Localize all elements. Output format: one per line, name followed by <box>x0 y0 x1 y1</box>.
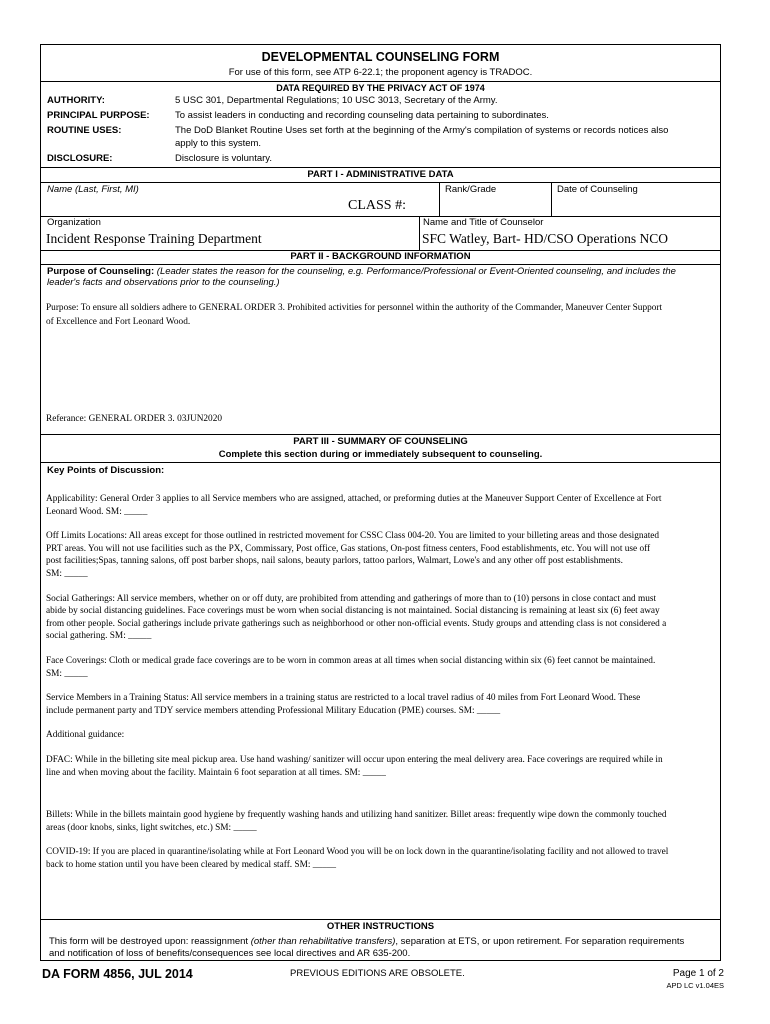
key-point-line: Face Coverings: Cloth or medical grade face coverings are to be worn in common areas at all times when social distancing within six (6) feet cannot be maintained. <box>46 655 656 666</box>
counselor-field[interactable]: SFC Watley, Bart- HD/CSO Operations NCO <box>422 231 669 246</box>
key-point-paragraph <box>46 593 714 643</box>
other-instructions-text-2: and notification of loss of benefits/consequences see local directives and AR 635-200. <box>49 948 411 959</box>
routine-uses-text-1: The DoD Blanket Routine Uses set forth at the beginning of the Army's compilation of systems or records notices also <box>175 125 669 136</box>
key-point-line: social gathering. SM: _____ <box>46 631 152 642</box>
part-3-subheader: Complete this section during or immediately subsequent to counseling. <box>218 449 543 460</box>
name-label: Name (Last, First, MI) <box>47 184 139 195</box>
purpose-text-2[interactable]: of Excellence and Fort Leonard Wood. <box>46 317 191 327</box>
key-point-line: back to home station until you have been cleared by medical staff. SM: _____ <box>46 859 337 870</box>
key-point-line: Leonard Wood. SM: _____ <box>46 506 148 517</box>
part-2-header: PART II - BACKGROUND INFORMATION <box>290 251 471 262</box>
authority-label: AUTHORITY: <box>47 95 105 106</box>
key-point-line: PRT areas. You will not use facilities such as the PX, Commissary, Post office, Gas stations, On-post fitness centers, Food establishments, etc. You will not use off <box>46 543 651 554</box>
name-field[interactable]: CLASS #: <box>348 198 406 213</box>
disclosure-label: DISCLOSURE: <box>47 153 113 164</box>
key-point-paragraph <box>46 655 714 680</box>
date-of-counseling-label: Date of Counseling <box>557 184 638 195</box>
counselor-label: Name and Title of Counselor <box>423 217 544 228</box>
key-point-line: post facilities;Spas, tanning salons, off post barber shops, nail salons, beauty parlors, tattoo parlors, Walmart, Lowe's and any other off post establishments. <box>46 556 623 567</box>
key-point-line: line and when moving about the facility. Maintain 6 foot separation at all times. SM: _____ <box>46 767 386 778</box>
form-id: DA FORM 4856, JUL 2014 <box>42 967 193 981</box>
routine-uses-text-2: apply to this system. <box>175 138 262 149</box>
key-point-line: SM: _____ <box>46 568 88 579</box>
key-point-paragraph <box>46 530 714 580</box>
key-point-line: Off Limits Locations: All areas except for those outlined in restricted movement for CSSC Class 004-20. You are limited to your billeting areas and those designated <box>46 531 660 542</box>
other-instructions-header: OTHER INSTRUCTIONS <box>326 921 435 932</box>
form-subtitle: For use of this form, see ATP 6-22.1; the proponent agency is TRADOC. <box>228 67 533 78</box>
other-instructions-text-1: This form will be destroyed upon: reassignment (other than rehabilitative transfers), separation at ETS, or upon retirement. For separation requirements <box>49 936 685 947</box>
form-title: DEVELOPMENTAL COUNSELING FORM <box>261 50 500 64</box>
reference-text[interactable]: Referance: GENERAL ORDER 3. 03JUN2020 <box>46 414 223 424</box>
part-3-header: PART III - SUMMARY OF COUNSELING <box>293 436 468 447</box>
key-point-paragraph <box>46 809 714 834</box>
key-point-line: Social Gatherings: All service members, whether on or off duty, are prohibited from attending and gatherings of more than to (10) persons in close contact and must <box>46 593 657 604</box>
key-point-line: COVID-19: If you are placed in quarantine/isolating while at Fort Leonard Wood you will be on lock down in the quarantine/isolating facility and not allowed to travel <box>46 847 669 858</box>
key-point-paragraph <box>46 754 714 779</box>
authority-text: 5 USC 301, Departmental Regulations; 10 USC 3013, Secretary of the Army. <box>175 95 498 106</box>
part-1-header: PART I - ADMINISTRATIVE DATA <box>307 169 454 180</box>
key-point-line: DFAC: While in the billeting site meal pickup area. Use hand washing/ sanitizer will occur upon entering the meal delivery area. Face coverings are required while in <box>46 754 663 765</box>
principal-purpose-label: PRINCIPAL PURPOSE: <box>47 110 150 121</box>
purpose-text-1[interactable]: Purpose: To ensure all soldiers adhere to GENERAL ORDER 3. Prohibited activities for personnel within the authority of the Commander, Maneuver Center Support <box>46 303 663 313</box>
counseling-form <box>40 44 721 961</box>
key-point-line: areas (door knobs, sinks, light switches, etc.) SM: _____ <box>46 822 257 833</box>
key-point-paragraph <box>46 729 714 742</box>
organization-label: Organization <box>47 217 101 228</box>
version-label: APD LC v1.04ES <box>666 981 724 990</box>
previous-editions-note: PREVIOUS EDITIONS ARE OBSOLETE. <box>290 968 465 979</box>
key-point-paragraph <box>46 493 714 518</box>
key-points-label: Key Points of Discussion: <box>47 465 165 476</box>
key-point-paragraph <box>46 692 714 717</box>
key-point-line: SM: _____ <box>46 668 88 679</box>
purpose-instructions-2: leader's facts and observations prior to the counseling.) <box>47 277 280 288</box>
key-point-line: Billets: While in the billets maintain good hygiene by frequently washing hands and utilizing hand sanitizer. Billet areas: frequently wipe down the commonly touched <box>46 810 667 821</box>
key-point-line: abide by social distancing guidelines. Face coverings must be worn when social distancing is not maintained. Social distancing is remaining at least six (6) feet away <box>46 606 660 617</box>
key-point-line: include permanent party and TDY service members attending Professional Military Education (PME) courses. SM: _____ <box>46 705 501 716</box>
purpose-instructions: Purpose of Counseling: (Leader states the reason for the counseling, e.g. Performance/Professional or Event-Oriented counseling, and includes the <box>47 266 676 277</box>
key-point-line: Additional guidance: <box>46 730 125 741</box>
principal-purpose-text: To assist leaders in conducting and recording counseling data pertaining to subordinates. <box>175 110 549 121</box>
key-point-paragraph <box>46 846 714 871</box>
key-point-line: Service Members in a Training Status: All service members in a training status are restricted to a local travel radius of 40 miles from Fort Leonard Wood. These <box>46 693 641 704</box>
key-points-text[interactable] <box>46 493 714 871</box>
key-point-line: from other people. Social gatherings include private gatherings such as neighborhood or other non-official events. Study groups and attending class is not considered a <box>46 618 667 629</box>
key-point-line: Applicability: General Order 3 applies to all Service members who are assigned, attached, or preforming duties at the Maneuver Support Center of Excellence at Fort <box>46 494 662 504</box>
disclosure-text: Disclosure is voluntary. <box>175 153 272 164</box>
organization-field[interactable]: Incident Response Training Department <box>46 231 262 246</box>
page-number: Page 1 of 2 <box>672 968 724 979</box>
privacy-act-header: DATA REQUIRED BY THE PRIVACY ACT OF 1974 <box>276 83 485 93</box>
rank-grade-label: Rank/Grade <box>445 184 497 195</box>
routine-uses-label: ROUTINE USES: <box>47 125 122 136</box>
